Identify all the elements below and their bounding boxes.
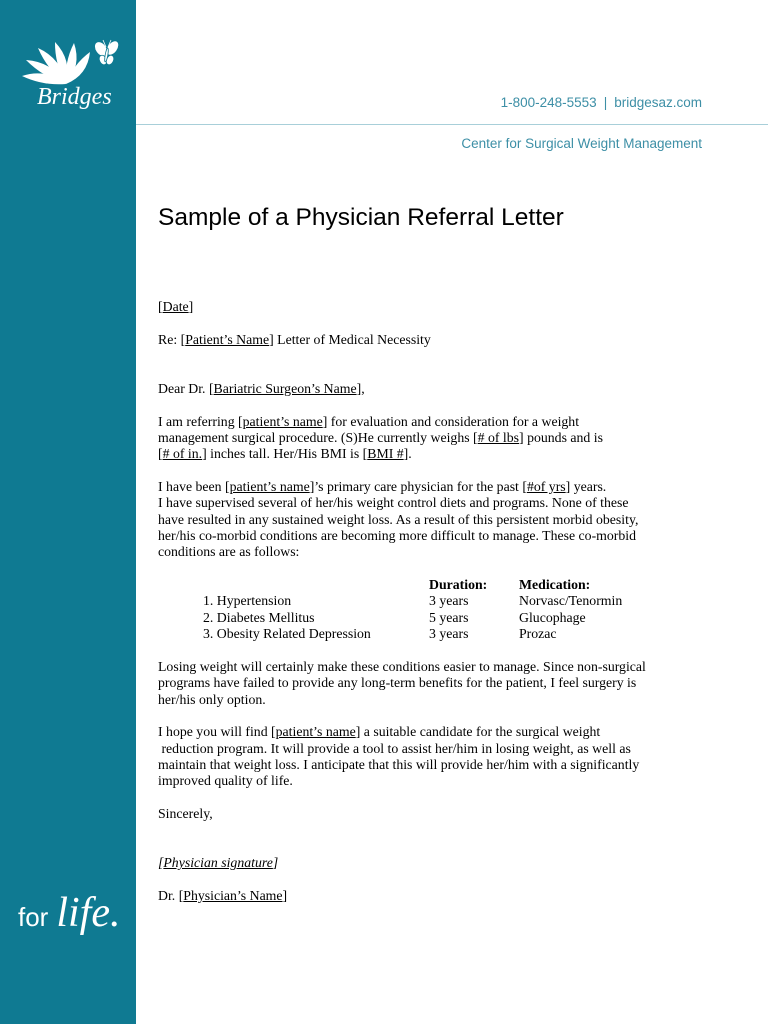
letter-text: ], <box>356 380 365 396</box>
letter-text: ] <box>282 887 288 903</box>
duration-cell: 5 years <box>429 609 469 625</box>
height-placeholder: # of in. <box>162 446 203 462</box>
salutation <box>158 381 646 397</box>
letter-text: management surgical procedure. (S)He currently weighs [ <box>158 429 478 445</box>
paragraph-2-line <box>158 479 646 495</box>
date-placeholder: Date <box>162 299 189 314</box>
surgeon-name-placeholder: Bariatric Surgeon’s Name <box>213 380 357 396</box>
department-name: Center for Surgical Weight Management <box>461 136 702 151</box>
signoff-line <box>158 888 646 904</box>
years-placeholder: #of yrs <box>526 478 566 494</box>
paragraph-2-line: have resulted in any sustained weight loss. As a result of this persistent morbid obesity, <box>158 511 639 527</box>
duration-cell: 3 years <box>429 626 469 642</box>
letter-text: ] inches tall. Her/His BMI is [ <box>202 446 368 462</box>
letter-text: I am referring [ <box>158 413 243 429</box>
paragraph-1-line <box>158 446 646 462</box>
sunburst-icon <box>22 42 90 84</box>
paragraph-4-line <box>158 724 646 740</box>
paragraph-3-line: programs have failed to provide any long-term benefits for the patient, I feel surgery is <box>158 675 637 691</box>
patient-name-placeholder: patient’s name <box>242 413 323 429</box>
letter-text: ] <box>272 855 279 871</box>
sidebar <box>0 0 136 1024</box>
closing: Sincerely, <box>158 806 213 822</box>
header-divider <box>136 124 768 125</box>
medication-header: Medication: <box>519 577 591 593</box>
tagline-life: life. <box>56 890 121 936</box>
letter-text: ]. <box>403 446 412 462</box>
letter-text: ]’s primary care physician for the past [ <box>309 478 527 494</box>
paragraph-4-line: improved quality of life. <box>158 773 293 789</box>
patient-name-placeholder: patient’s name <box>275 724 356 740</box>
paragraph-4-line: reduction program. It will provide a tool to assist her/him in losing weight, as well as <box>158 740 631 756</box>
letter-text: ] a suitable candidate for the surgical weight <box>355 724 601 740</box>
signature-line <box>158 855 646 871</box>
paragraph-3-line: her/his only option. <box>158 691 266 707</box>
separator: | <box>603 95 608 110</box>
condition-cell: 3. Obesity Related Depression <box>203 626 371 642</box>
paragraph-1-line <box>158 414 646 430</box>
paragraph-3-line: Losing weight will certainly make these conditions easier to manage. Since non-surgical <box>158 658 646 674</box>
condition-cell: 2. Diabetes Mellitus <box>203 609 315 625</box>
medication-cell: Glucophage <box>519 609 586 625</box>
letter-text: [ <box>158 446 163 462</box>
weight-placeholder: # of lbs <box>477 429 520 445</box>
paragraph-2-line: conditions are as follows: <box>158 544 300 560</box>
physician-name-placeholder: Physician’s Name <box>183 887 283 903</box>
phone-number: 1-800-248-5553 <box>500 95 597 110</box>
website: bridgesaz.com <box>614 95 702 110</box>
letter-text: I have been [ <box>158 478 230 494</box>
tagline <box>18 891 121 939</box>
paragraph-1-line <box>158 430 646 446</box>
paragraph-2-line: her/his co-morbid conditions are becoming more difficult to manage. These co-morbid <box>158 528 637 544</box>
patient-name-placeholder: patient’s name <box>229 478 310 494</box>
letter-text: ] years. <box>565 478 607 494</box>
medication-cell: Prozac <box>519 626 557 642</box>
letter-text: ] pounds and is <box>519 429 603 445</box>
letter-text: [ <box>158 299 163 314</box>
bmi-placeholder: BMI # <box>367 446 404 462</box>
tagline-for: for <box>18 902 49 932</box>
duration-cell: 3 years <box>429 593 469 609</box>
letter-text: I hope you will find [ <box>158 724 276 740</box>
letter-text: ] <box>188 299 194 314</box>
medication-cell: Norvasc/Tenormin <box>519 593 623 609</box>
condition-cell: 1. Hypertension <box>203 593 292 609</box>
conditions-table-row <box>158 626 646 642</box>
logo-text: Bridges <box>37 84 112 110</box>
letter-text: Dr. [ <box>158 887 184 903</box>
duration-header: Duration: <box>429 577 488 593</box>
letter-text: Re: [ <box>158 331 186 347</box>
paragraph-4-line: maintain that weight loss. I anticipate that this will provide her/him with a significantly <box>158 757 640 773</box>
letter-text: ] Letter of Medical Necessity <box>269 331 431 347</box>
letter-text: ] for evaluation and consideration for a weight <box>322 413 580 429</box>
signature-placeholder: Physician signature <box>163 855 273 871</box>
conditions-table-header <box>158 577 646 593</box>
page-title: Sample of a Physician Referral Letter <box>158 204 564 231</box>
butterfly-icon <box>92 39 121 66</box>
patient-name-placeholder: Patient’s Name <box>185 331 270 347</box>
letter-text: Dear Dr. [ <box>158 380 214 396</box>
letter-body <box>158 299 646 904</box>
header-contact <box>501 95 702 111</box>
conditions-table-row <box>158 610 646 626</box>
re-line <box>158 332 646 348</box>
conditions-table-row <box>158 593 646 609</box>
date-line <box>158 299 646 315</box>
paragraph-2-line: I have supervised several of her/his weight control diets and programs. None of these <box>158 495 629 511</box>
letter-text: [ <box>158 855 164 871</box>
